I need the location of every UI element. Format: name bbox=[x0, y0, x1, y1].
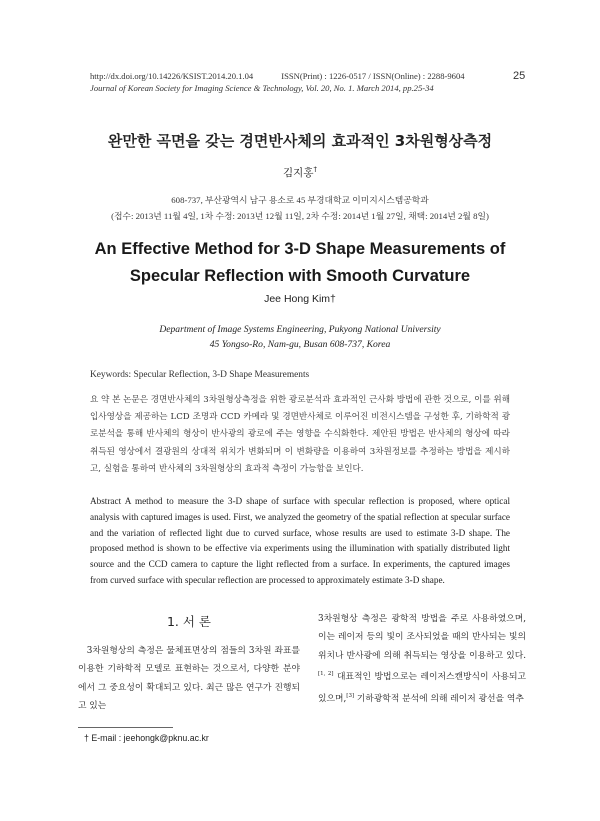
title-english-line2: Specular Reflection with Smooth Curvature bbox=[129, 267, 471, 285]
journal-citation: Journal of Korean Society for Imaging Science & Technology, Vol. 20, No. 1. March 2014, pp.25-34 bbox=[90, 83, 434, 93]
abstract-korean: 요 약 본 논문은 경면반사체의 3차원형상측정을 위한 광로분석과 효과적인 근사화 방법에 관한 것으로, 이를 위해 입사영상을 제공하는 LCD 조명과 CCD 카메라 및 경면반사체로 이루어진 비전시스템을 구성한 후, 기하학적 광로분석을 통해 반사체의 형상이 반사광의 광로에 주는 영향을 수식화한다. 제안된 방법은 반사체의 형상에 따라 취득된 영상에서 결광원의 상대적 위치가 변화되며 이 변화량을 이용하여 3차원정보를 추정하는 방법을 제시하고, 실험을 통하여 반사체의 3차원형상의 효과적 측정이 가능함을 보인다. bbox=[90, 395, 511, 474]
left-column bbox=[78, 612, 300, 716]
issn: ISSN(Print) : 1226-0517 / ISSN(Online) : 2288-9604 bbox=[281, 71, 465, 81]
title-english-line1: An Effective Method for 3-D Shape Measurements of bbox=[94, 240, 506, 258]
section-heading: 1. 서 론 bbox=[166, 614, 212, 629]
title-english bbox=[0, 236, 600, 290]
footnote-email: † E-mail : jeehongk@pknu.ac.kr bbox=[84, 733, 209, 743]
intro-paragraph-right bbox=[318, 610, 526, 708]
affiliation-english-line1: Department of Image Systems Engineering, Pukyong National University bbox=[159, 324, 441, 335]
author-english: Jee Hong Kim† bbox=[264, 293, 336, 305]
intro-paragraph-left: 3차원형상의 측정은 물체표면상의 점들의 3차원 좌표를 이용한 기하학적 모델로 표현하는 것으로서, 다양한 분야에서 그 중요성이 확대되고 있다. 최근 많은 연구가 진행되고 있는 bbox=[78, 646, 300, 712]
affiliation-english-line2: 45 Yongso-Ro, Nam-gu, Busan 608-737, Korea bbox=[209, 339, 391, 350]
header-meta bbox=[90, 70, 510, 94]
author-korean-name: 김지홍 bbox=[283, 167, 314, 179]
abstract-english: Abstract A method to measure the 3-D shape of surface with specular reflection is proposed, where optical analysis with captured images is used. First, we analyzed the geometry of the spatial reflection at specular surface and the variation of reflected light due to curved surface, whose results are used to estimate 3-D shape. The proposed method is shown to be effective via experiments using the illumination with spatially distributed light source and the CCD camera to capture the light reflected from a surface. In experiments, the captured images from curved surface with specular reflection are processed to approximately estimate 3-D shape. bbox=[90, 496, 510, 585]
keywords: Keywords: Specular Reflection, 3-D Shape Measurements bbox=[90, 370, 310, 380]
submission-dates: (접수: 2013년 11월 4일, 1차 수정: 2013년 12월 11일, 2차 수정: 2014년 1월 27일, 채택: 2014년 2월 8일) bbox=[111, 211, 489, 221]
citation-3[interactable]: [3] bbox=[346, 692, 355, 699]
page-number: 25 bbox=[513, 70, 526, 82]
intro-text-a: 3차원형상 측정은 광학적 방법을 주로 사용하였으며, 이는 레이저 등의 빛이 조사되었을 때의 반사되는 빛의 위치나 반사광에 의해 취득되는 영상을 이용하고 있다. bbox=[318, 614, 526, 661]
intro-text-b: 대표적인 방법으로는 레이저스캔방식이 사용되고 있으며, bbox=[318, 672, 526, 704]
intro-text-c: 기하광학적 분석에 의해 레이저 광선을 역추 bbox=[354, 693, 524, 704]
title-korean: 완만한 곡면을 갖는 경면반사체의 효과적인 3차원형상측정 bbox=[107, 132, 493, 150]
affiliation-korean: 608-737, 부산광역시 남구 용소로 45 부경대학교 이미지시스템공학과 bbox=[171, 195, 429, 205]
affiliation-english bbox=[0, 322, 600, 352]
right-column bbox=[318, 610, 526, 708]
footnote-rule bbox=[78, 727, 173, 728]
citation-1-2[interactable]: [1, 2] bbox=[318, 671, 334, 678]
corresponding-mark: † bbox=[313, 165, 317, 174]
author-korean bbox=[0, 165, 600, 180]
doi-link[interactable]: http://dx.doi.org/10.14226/KSIST.2014.20.1.04 bbox=[90, 71, 254, 81]
